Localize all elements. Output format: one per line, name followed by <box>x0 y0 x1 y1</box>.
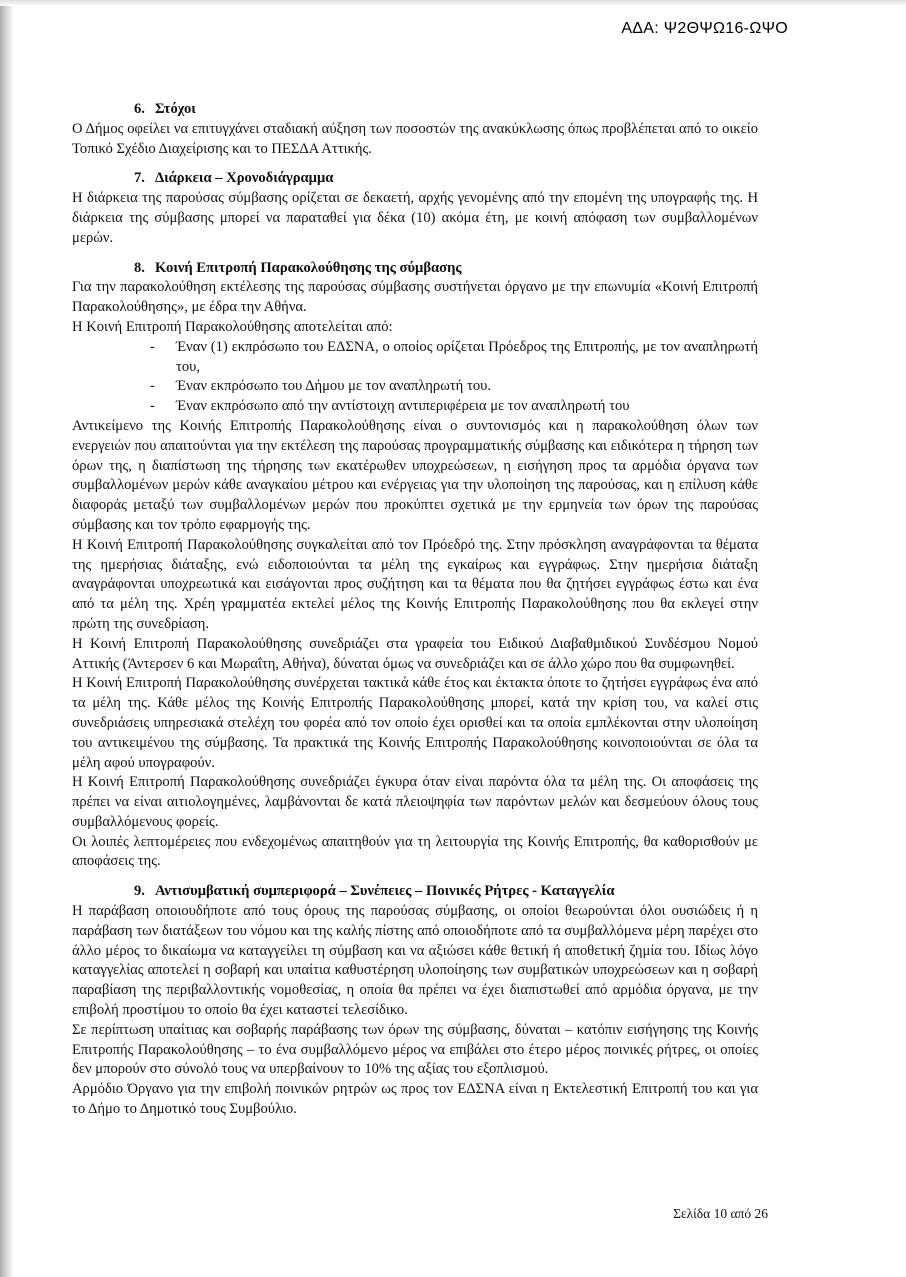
section-7 <box>72 169 758 248</box>
section-8 <box>72 259 758 873</box>
list-item <box>72 397 758 417</box>
page-number: Σελίδα 10 από 26 <box>673 1206 768 1221</box>
section-7-title <box>134 169 758 189</box>
section-8-title <box>134 259 758 279</box>
section-6-title <box>134 100 758 120</box>
document-body <box>72 100 758 1120</box>
dash-bullet: - <box>150 338 155 355</box>
page-top-shadow <box>0 0 906 6</box>
paragraph: Η Κοινή Επιτροπή Παρακολούθησης συνεδριάζει στα γραφεία του Ειδικού Διαβαθμιδικού Συνδέσμου Νομού Αττικής (Άντερσεν 6 και Μωραΐτη, Αθήνα), δύναται όμως να συνεδριάζει και σε άλλο χώρο που θα συμφωνηθεί. <box>72 635 758 672</box>
paragraph: Η παράβαση οποιουδήποτε από τους όρους της παρούσας σύμβασης, οι οποίοι θεωρούνται όλοι ουσιώδεις ή η παράβαση των διατάξεων του νόμου και της καλής πίστης από οποιοδήποτε από τα συμβαλλόμενα μέρη παρέχει στο άλλο μέρος το δικαίωμα να καταγγείλει τη σύμβαση και να αξιώσει κάθε θετική ή αποθετική ζημία του. Ιδίως λόγο καταγγελίας αποτελεί η σοβαρή και υπαίτια καθυστέρηση υλοποίησης των συμβατικών υποχρεώσεων και η σοβαρή παραβίαση της περιβαλλοντικής νομοθεσίας, η οποία θα πρέπει να έχει διαπιστωθεί από αρμόδια όργανα, με την επιβολή προστίμου το οποίο θα έχει καταστεί τελεσίδικο. <box>72 903 758 1019</box>
section-heading: Αντισυμβατική συμπεριφορά – Συνέπειες – Ποινικές Ρήτρες - Καταγγελία <box>154 883 615 900</box>
ada-code: ΑΔΑ: Ψ2ΘΨΩ16-ΩΨΟ <box>621 20 788 37</box>
section-heading: Διάρκεια – Χρονοδιάγραμμα <box>154 170 334 187</box>
list-item-text: Έναν εκπρόσωπο από την αντίστοιχη αντιπεριφέρεια με τον αναπληρωτή του <box>176 398 630 415</box>
paragraph: Η Κοινή Επιτροπή Παρακολούθησης συνεδριάζει έγκυρα όταν είναι παρόντα όλα τα μέλη της. Οι αποφάσεις της πρέπει να είναι αιτιολογημένες, λαμβάνονται δε κατά πλειοψηφία των παρόντων μελών και δεσμεύουν όλους τους συμβαλλόμενους φορείς. <box>72 774 758 830</box>
dash-bullet: - <box>150 378 155 395</box>
paragraph: Σε περίπτωση υπαίτιας και σοβαρής παράβασης των όρων της σύμβασης, δύναται – κατόπιν εισήγησης της Κοινής Επιτροπής Παρακολούθησης – το ένα συμβαλλόμενο μέρος να επιβάλει στο έτερο μέρος ποινικές ρήτρες, οι οποίες δεν μπορούν στο σύνολό τους να υπερβαίνουν το 10% της αξίας του εξοπλισμού. <box>72 1021 758 1078</box>
list-item <box>72 338 758 378</box>
section-number: 6. <box>134 101 145 117</box>
list-item-text: Έναν εκπρόσωπο του Δήμου με τον αναπληρωτή του. <box>176 378 491 395</box>
paragraph: Για την παρακολούθηση εκτέλεσης της παρούσας σύμβασης συστήνεται όργανο με την επωνυμία «Κοινή Επιτροπή Παρακολούθησης», με έδρα την Αθήνα. <box>72 279 758 316</box>
page-edge-shadow <box>0 0 14 1277</box>
section-9 <box>72 882 758 1120</box>
section-heading: Στόχοι <box>154 101 196 117</box>
list-item-text: Έναν (1) εκπρόσωπο του ΕΔΣΝΑ, ο οποίος ορίζεται Πρόεδρος της Επιτροπής, με τον αναπληρωτή του, <box>176 338 758 375</box>
paragraph: Αρμόδιο Όργανο για την επιβολή ποινικών ρητρών ως προς τον ΕΔΣΝΑ είναι η Εκτελεστική Επιτροπή του και για το Δήμο το Δημοτικό τους Συμβούλιο. <box>72 1081 758 1118</box>
list-item <box>72 377 758 397</box>
section-9-title <box>134 882 758 902</box>
paragraph: Οι λοιπές λεπτομέρειες που ενδεχομένως απαιτηθούν για τη λειτουργία της Κοινής Επιτροπής, θα καθορισθούν με αποφάσεις της. <box>72 833 758 870</box>
paragraph: Η Κοινή Επιτροπή Παρακολούθησης συνέρχεται τακτικά κάθε έτος και έκτακτα όποτε το ζητήσει εγγράφως ένα από τα μέλη της. Κάθε μέλος της Κοινής Επιτροπής Παρακολούθησης μπορεί, κατά την κρίση του, να καλεί στις συνεδριάσεις υπηρεσιακά στελέχη του φορέα από τον οποίο έχει ορισθεί και τα οποία εμπλέκονται στην υλοποίηση του αντικειμένου της σύμβασης. Τα πρακτικά της Κοινής Επιτροπής Παρακολούθησης κοινοποιούνται σε όλα τα μέλη αφού υπογραφούν. <box>72 675 758 771</box>
section-number: 8. <box>134 259 145 276</box>
section-number: 7. <box>134 170 145 187</box>
paragraph: Η διάρκεια της παρούσας σύμβασης ορίζεται σε δεκαετή, αρχής γενομένης από την επομένη της υπογραφής της. Η διάρκεια της σύμβασης μπορεί να παραταθεί για δέκα (10) ακόμα έτη, με κοινή απόφαση των συμβαλλομένων μερών. <box>72 190 758 246</box>
paragraph: Η Κοινή Επιτροπή Παρακολούθησης συγκαλείται από τον Πρόεδρό της. Στην πρόσκληση αναγράφονται τα θέματα της ημερήσιας διάταξης, ενώ ειδοποιούνται τα μέλη της εγκαίρως και εγγράφως. Στην ημερήσια διάταξη αναγράφονται υποχρεωτικά και εισάγονται προς συζήτηση και τα θέματα που θα ζητήσει εγγράφως έστω και ένα από τα μέλη της. Χρέη γραμματέα εκτελεί μέλος της Κοινής Επιτροπής Παρακολούθησης που θα εκλεγεί στην πρώτη της συνεδρίαση. <box>72 536 758 632</box>
section-number: 9. <box>134 883 145 900</box>
paragraph: Η Κοινή Επιτροπή Παρακολούθησης αποτελείται από: <box>72 318 393 335</box>
section-6 <box>72 100 758 159</box>
member-list <box>72 338 758 417</box>
section-heading: Κοινή Επιτροπή Παρακολούθησης της σύμβασης <box>154 259 462 276</box>
dash-bullet: - <box>150 398 155 415</box>
paragraph: Αντικείμενο της Κοινής Επιτροπής Παρακολούθησης είναι ο συντονισμός και η παρακολούθηση όλων των ενεργειών που απαιτούνται για την εκτέλεση της παρούσας προγραμματικής σύμβασης και ειδικότερα η τήρηση των όρων της, η διαπίστωση της τήρησης των εκατέρωθεν υποχρεώσεων, η εισήγηση προς τα αρμόδια όργανα των συμβαλλομένων μερών κάθε αναγκαίου μέτρου και ενέργειας για την υλοποίηση της παρούσας, και η επίλυση κάθε διαφοράς μεταξύ των συμβαλλομένων μερών που προκύπτει σχετικά με την ερμηνεία των όρων της παρούσας σύμβασης και τον τρόπο εφαρμογής της. <box>72 417 758 533</box>
paragraph: Ο Δήμος οφείλει να επιτυγχάνει σταδιακή αύξηση των ποσοστών της ανακύκλωσης όπως προβλέπεται από το οικείο Τοπικό Σχέδιο Διαχείρισης και το ΠΕΣΔΑ Αττικής. <box>72 120 758 157</box>
